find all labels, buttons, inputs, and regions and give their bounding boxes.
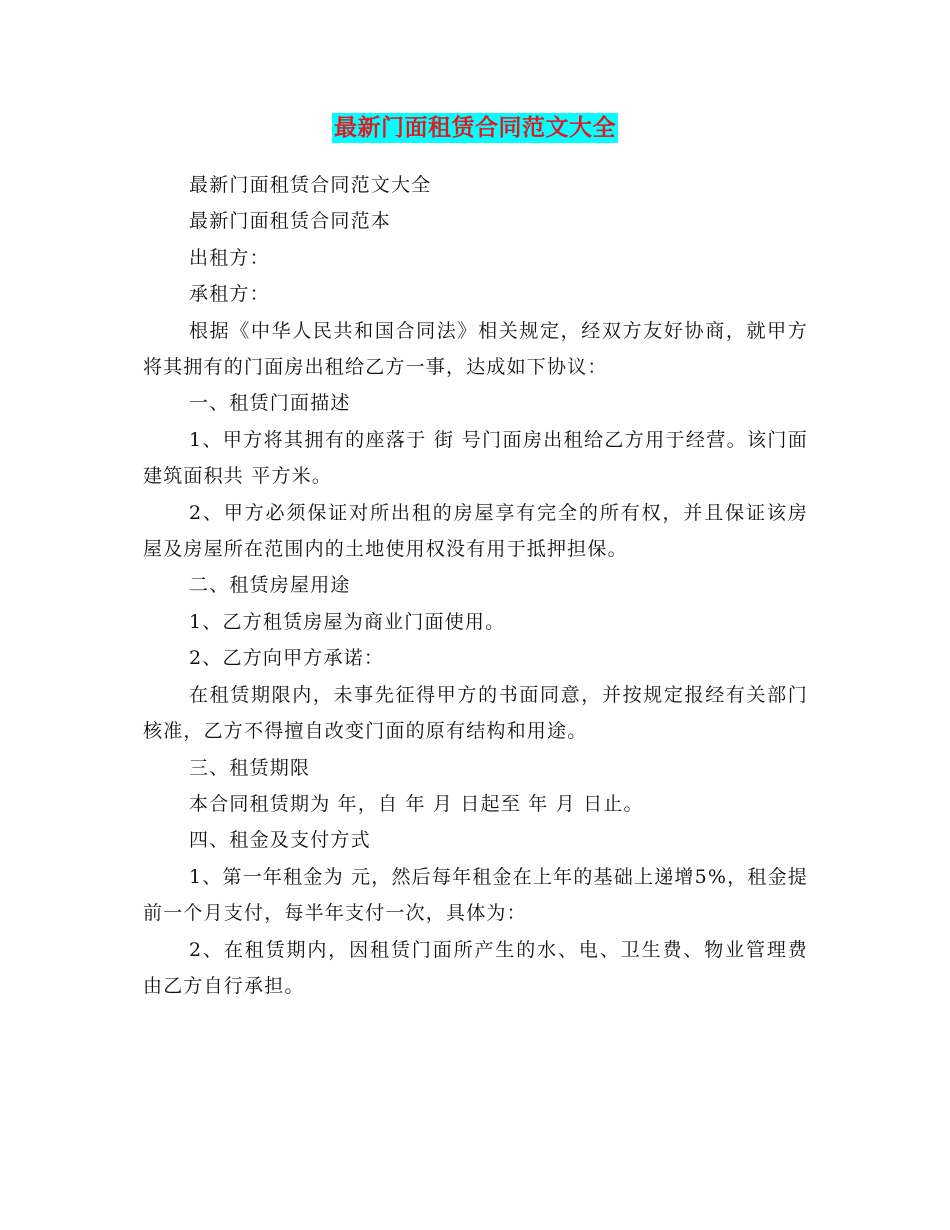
paragraph-lessee: 承租方： [189, 283, 270, 306]
paragraph-subtitle: 最新门面租赁合同范文大全 [189, 174, 432, 196]
paragraph-template-name: 最新门面租赁合同范本 [189, 210, 392, 233]
title-container [0, 113, 950, 143]
clause-1-2: 2、甲方必须保证对所出租的房屋享有完全的所有权，并且保证该房屋及房屋所在范围内的土地使用权没有用于抵押担保。 [143, 501, 808, 561]
clause-2-2: 2、乙方向甲方承诺： [189, 647, 385, 670]
clause-2-1: 1、乙方租赁房屋为商业门面使用。 [189, 610, 506, 633]
clause-4-2: 2、在租赁期内，因租赁门面所产生的水、电、卫生费、物业管理费由乙方自行承担。 [143, 938, 808, 997]
section-heading-1: 一、租赁门面描述 [189, 392, 351, 415]
section-heading-3: 三、租赁期限 [189, 756, 311, 779]
document-body [143, 167, 808, 1004]
section-heading-4: 四、租金及支付方式 [189, 829, 371, 852]
section-heading-2: 二、租赁房屋用途 [189, 574, 351, 597]
clause-2-2-detail: 在租赁期限内，未事先征得甲方的书面同意，并按规定报经有关部门核准，乙方不得擅自改变门面的原有结构和用途。 [143, 683, 808, 743]
clause-1-1: 1、甲方将其拥有的座落于 街 号门面房出租给乙方用于经营。该门面建筑面积共 平方米。 [143, 428, 808, 488]
paragraph-lessor: 出租方： [189, 246, 270, 269]
document-title: 最新门面租赁合同范文大全 [334, 114, 616, 141]
paragraph-preamble: 根据《中华人民共和国合同法》相关规定，经双方友好协商，就甲方将其拥有的门面房出租给乙方一事，达成如下协议： [143, 319, 808, 379]
clause-3-term: 本合同租赁期为 年，自 年 月 日起至 年 月 日止。 [189, 792, 644, 815]
clause-4-1: 1、第一年租金为 元，然后每年租金在上年的基础上递增5%，租金提前一个月支付，每半年支付一次，具体为： [143, 865, 808, 925]
